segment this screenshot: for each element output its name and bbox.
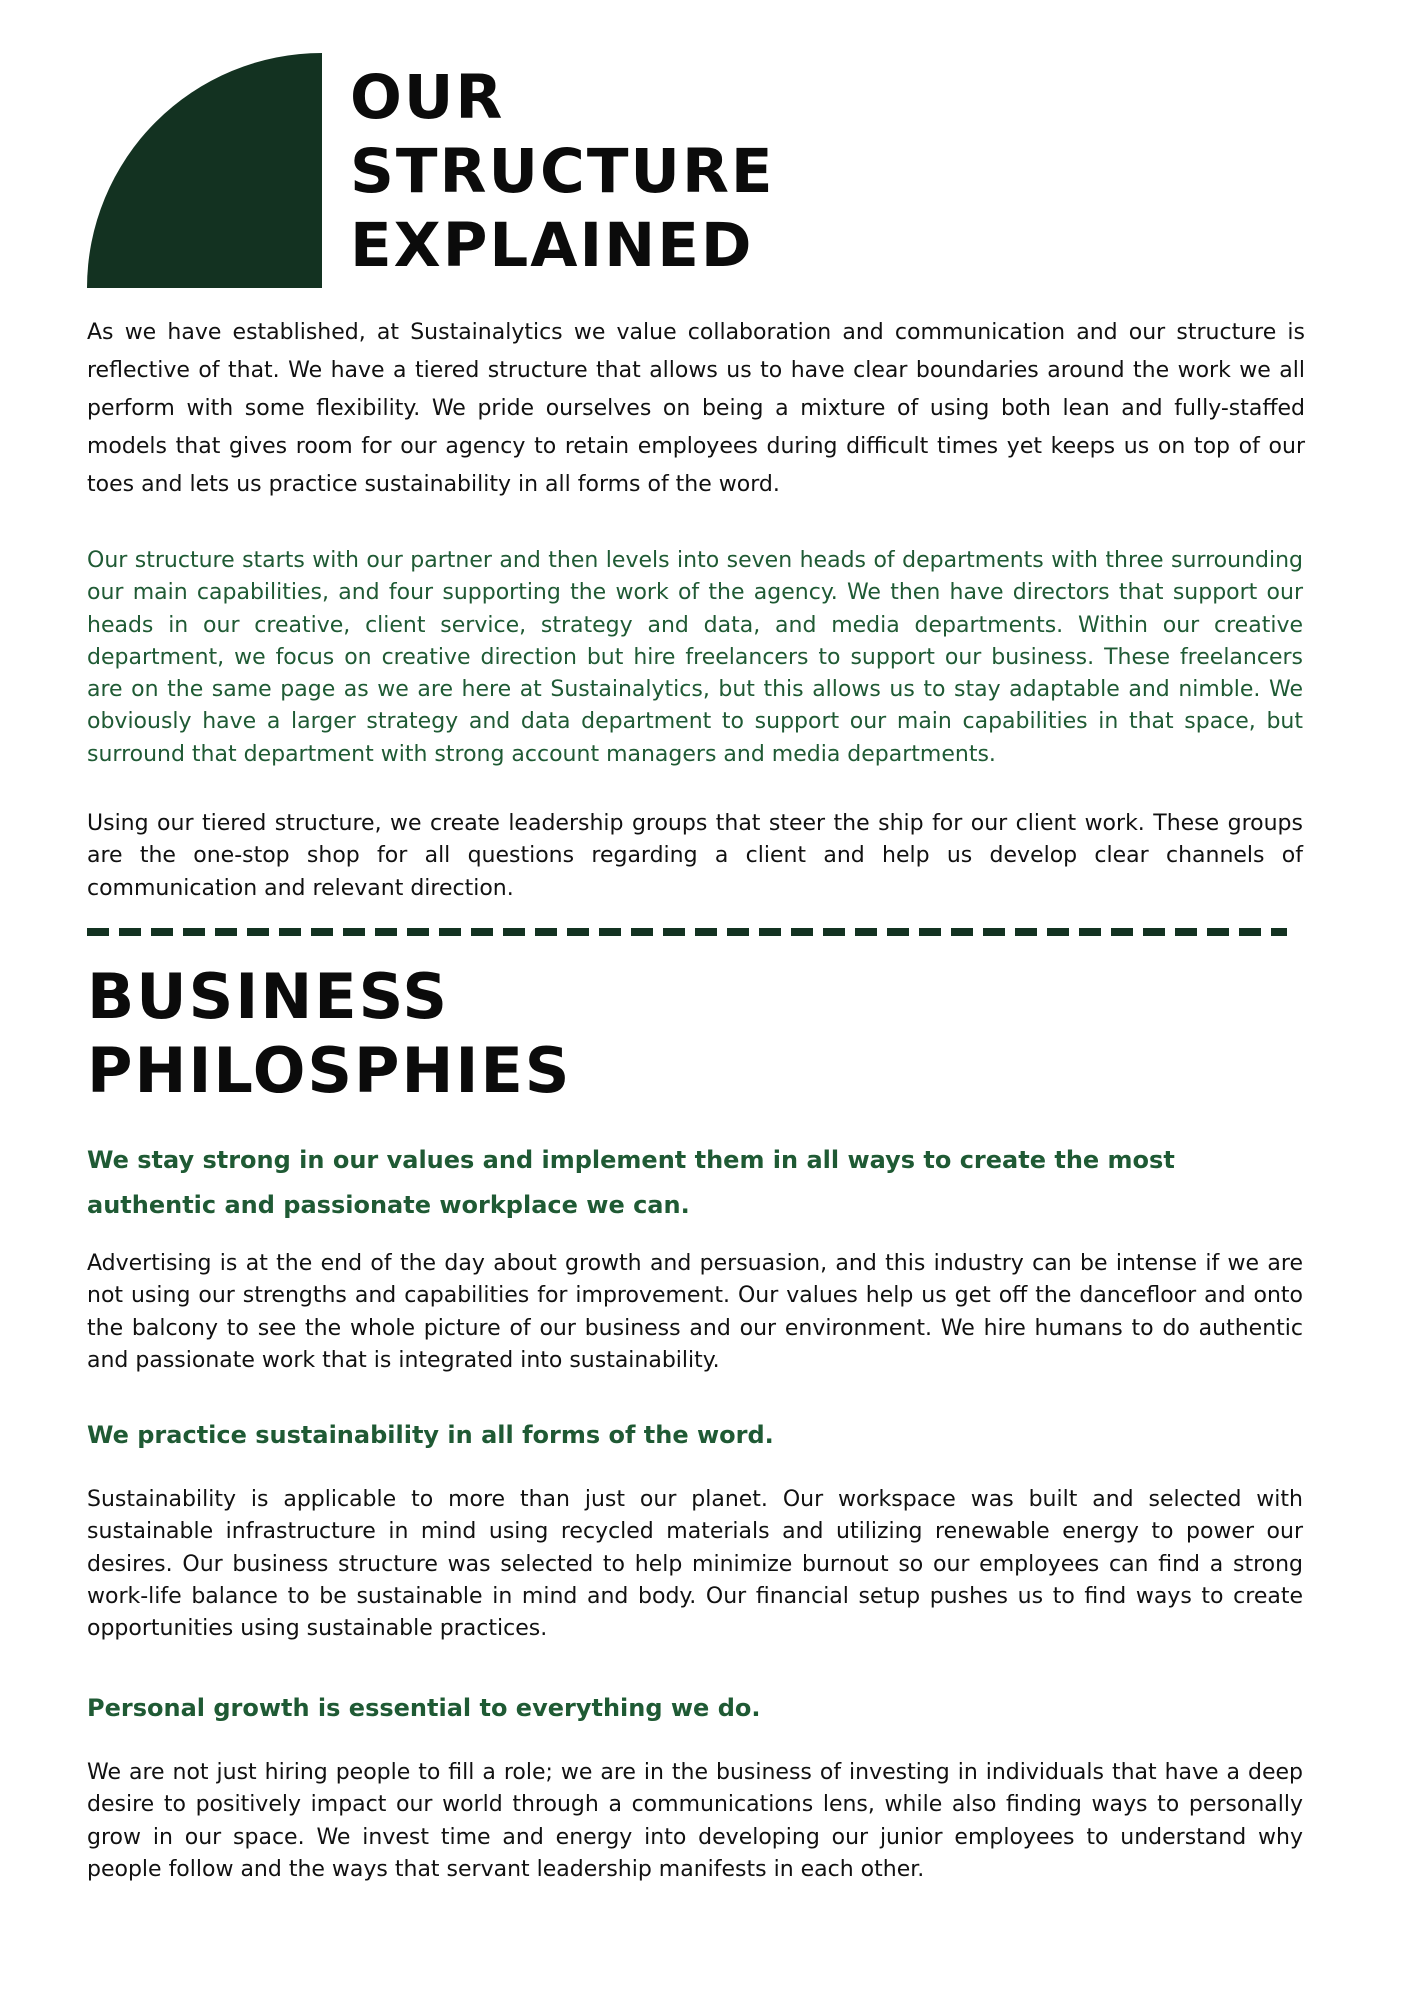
quarter-circle-decoration <box>87 53 322 288</box>
philosophy-body-values: Advertising is at the end of the day about growth and persuasion, and this industry can be intense if we are not using our strengths and capabilities for improvement. Our values help us get off the dancefloor and onto the balcony to see the whole picture of our business and our environment. We hire humans to do authentic and passionate work that is integrated into sustainability. <box>87 1251 1303 1373</box>
philosophies-title: BUSINESS PHILOSPHIES <box>87 960 572 1107</box>
philosophy-body-growth: We are not just hiring people to fill a role; we are in the business of investing in individuals that have a deep desire to positively impact our world through a communications lens, while also finding ways to personally grow in our space. We invest time and energy into developing our junior employees to understand why people follow and the ways that servant leadership manifests in each other. <box>87 1760 1303 1882</box>
philosophy-heading-sustainability: We practice sustainability in all forms of the word. <box>87 1421 774 1449</box>
philosophy-heading-growth: Personal growth is essential to everything we do. <box>87 1694 761 1722</box>
dashed-divider <box>87 928 1287 936</box>
structure-title: OUR STRUCTURE EXPLAINED <box>350 62 775 281</box>
structure-header <box>87 53 1327 288</box>
structure-paragraph-1: As we have established, at Sustainalytics we value collaboration and communication and our structure is reflective of that. We have a tiered structure that allows us to have clear boundaries around the work we all perform with some flexibility. We pride ourselves on being a mixture of using both lean and fully-staffed models that gives room for our agency to retain employees during difficult times yet keeps us on top of our toes and lets us practice sustainability in all forms of the word. <box>87 320 1305 497</box>
philosophy-heading-values: We stay strong in our values and implement them in all ways to create the most authentic and passionate workplace we can. <box>87 1146 1175 1219</box>
structure-paragraph-3: Using our tiered structure, we create leadership groups that steer the ship for our client work. These groups are the one-stop shop for all questions regarding a client and help us develop clear channels of communication and relevant direction. <box>87 811 1303 901</box>
philosophy-body-sustainability: Sustainability is applicable to more than just our planet. Our workspace was built and selected with sustainable infrastructure in mind using recycled materials and utilizing renewable energy to power our desires. Our business structure was selected to help minimize burnout so our employees can find a strong work-life balance to be sustainable in mind and body. Our financial setup pushes us to find ways to create opportunities using sustainable practices. <box>87 1487 1303 1642</box>
structure-paragraph-2: Our structure starts with our partner and then levels into seven heads of departments with three surrounding our main capabilities, and four supporting the work of the agency. We then have directors that support our heads in our creative, client service, strategy and data, and media departments. Within our creative department, we focus on creative direction but hire freelancers to support our business. These freelancers are on the same page as we are here at Sustainalytics, but this allows us to stay adaptable and nimble. We obviously have a larger strategy and data department to support our main capabilities in that space, but surround that department with strong account managers and media departments. <box>87 548 1303 767</box>
